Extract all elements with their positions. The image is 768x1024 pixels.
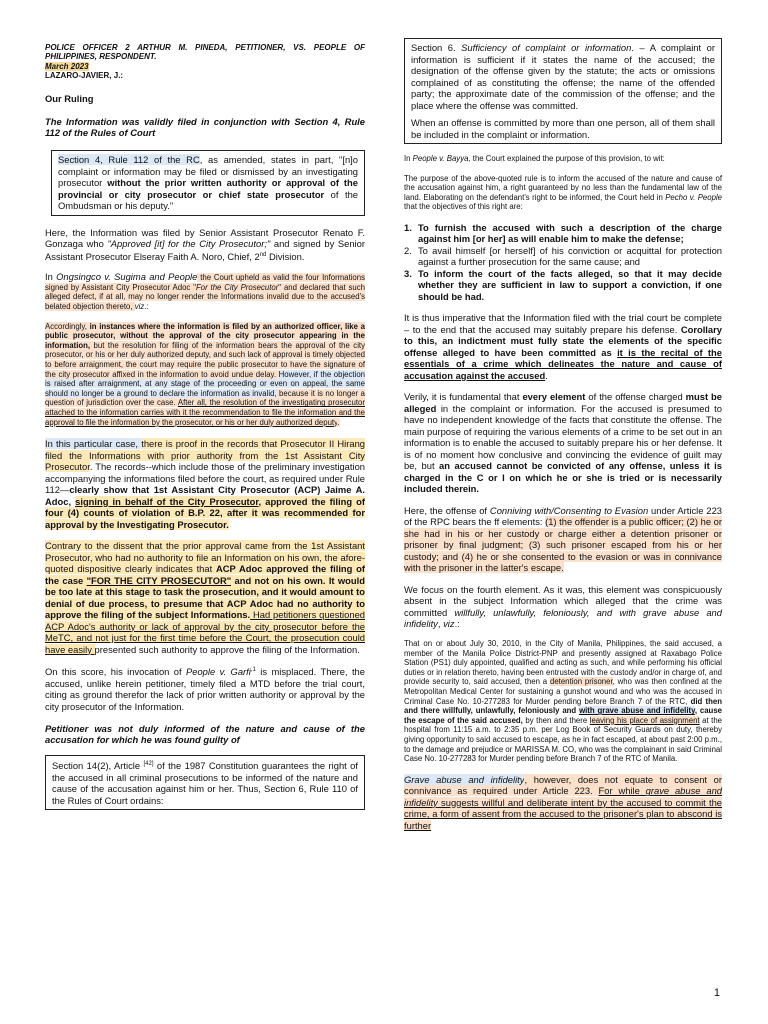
para-purpose xyxy=(404,174,722,212)
contrary-too-late: and not on his own. It would be too late at this stage to task the prosecution, and it would amount to denial of due process, to presume that ACP Adoc had no authority to approve the filing of the subject Informations. xyxy=(45,574,365,621)
filed-text: Here, the Information was filed by Senior Assistant Prosecutor Renato F. Gonzaga who xyxy=(45,226,365,250)
section-6-text: . – A complaint or information is sufficient if it states the name of the accused; the designation of the offense given by the statute; the acts or omissions complained of as constituting the offense; the name of the offended party; the approximate date of the commission of the offense; and the place where the offense was committed. xyxy=(411,42,715,111)
list-item-text: To inform the court of the facts alleged, so that it may decide whether they are sufficient in law to support a conviction, if one should be had. xyxy=(418,267,722,302)
accordingly-however: However, if the objection is raised after arraignment, at any stage of the proceeding or even on appeal, the same should no longer be a ground to declare the information as invalid, xyxy=(45,369,365,398)
accordingly-jurisdiction: because it is no longer a question of jurisdiction over the case. xyxy=(45,388,366,408)
para-particular-case xyxy=(45,438,365,530)
list-item xyxy=(404,245,722,268)
verily-text: Verily, it is fundamental that xyxy=(404,391,523,403)
info-text-2: , who was then confined at the Metropolitan Medical Center for sustaining a gunshot wound and who was the accused in Criminal Case No. 10-277283 for Murder pending before Branch 7 of the RTC, xyxy=(404,677,722,706)
contrary-text: Contrary to the dissent that the prior approval came from the 1st Assistant Prosecutor, who had no authority to file an Information on his own, the afore-quoted dispositive clearly indicates that xyxy=(45,540,365,575)
focus-viz: viz xyxy=(443,618,455,630)
para-imperative xyxy=(404,312,722,381)
imperative-text: It is thus imperative that the Information filed with the trial court be complete – to the end that the accused may suitably prepare his defense. xyxy=(404,312,722,335)
focus-italic: willfully, unlawfully, feloniously, and with grave abuse and infidelity xyxy=(404,606,722,630)
section-6-title: Section 6. xyxy=(411,42,462,53)
filed-text-3: Division. xyxy=(266,250,305,262)
section-6-italic: Sufficiency of complaint or information xyxy=(461,42,632,53)
para-garfi xyxy=(45,665,365,712)
case-caption xyxy=(45,43,365,81)
grave-end: suggests willful and deliberate intent by the accused to commit the crime, a form of assent from the accused to the prisoner's plan to abscond is further xyxy=(404,796,722,831)
particular-proof: there is proof in the records that Prosecutor II Hirang filed the Informations with prior authority from the 1st Assistant City Prosecutor xyxy=(45,438,365,473)
grave-text: , however, does not equate to consent or connivance as required under Article 223. xyxy=(404,773,722,797)
particular-clearly: clearly show that 1st Assistant City Prosecutor (ACP) Jaime A. Adoc, xyxy=(45,484,365,507)
filed-text-2: and signed by Senior Assistant Prosecutor Elseray Faith A. Noro, Chief, 2 xyxy=(45,238,365,262)
para-information-text xyxy=(404,639,722,764)
verily-text-3: in the complaint or information. For the accused is presumed to have no independent knowledge of the facts that constitute the offense. The main purpose of requiring the various elements of a crime to be set out in an information is to enable the accused to suitably prepare his or her defense. It is of no moment how conclusive and convincing the evidence of guilt may be, but xyxy=(404,402,722,472)
verily-text-2: of the offense charged xyxy=(585,391,686,403)
ruling-heading: Our Ruling xyxy=(45,92,94,104)
garfi-sup: ,1 xyxy=(250,667,256,674)
list-item-number: 1. xyxy=(404,221,412,233)
verily-conclusion: an accused cannot be convicted of any offense, unless it is charged in the C or I on which he or she is tried or is necessarily included therein. xyxy=(404,460,722,495)
list-item-number: 2. xyxy=(404,244,412,256)
bayya-case: People v. Bayya, xyxy=(412,154,471,163)
info-cause-escape: , cause the escape of the said accused, xyxy=(404,706,722,725)
para-accordingly xyxy=(45,322,365,428)
section-6-box xyxy=(404,38,722,144)
here-elements: (1) the offender is a public officer; (2) he or she had in his or her custody or charge either a detention prisoner or prisoner by final judgment; (3) such prisoner escaped from his or her custody; and (4) he or she consented to the evasion or was in connivance with the prisoner in the latter's escape. xyxy=(404,516,722,574)
bayya-in: In xyxy=(404,154,413,163)
constitution-sup: [42] xyxy=(143,761,154,768)
accordingly-after-all: After all, the resolution of the investigating prosecutor attached to the information carries with it the recommendation to file the information and the approval to file the information by the prosecutor, or his or her duly authorized deputy xyxy=(45,398,365,427)
particular-records: . The records--which include those of the preliminary investigation accompanying the informations filed before the court, as required under Rule 112— xyxy=(45,461,365,496)
info-text-3: by then and there xyxy=(522,715,590,725)
para-here-offense xyxy=(404,505,722,574)
list-item xyxy=(404,222,722,245)
info-grave-abuse: with grave abuse and infidelity xyxy=(579,706,695,716)
garfi-text: is misplaced. There, the accused, unlike herein petitioner, timely filed a MTD before the trial court, citing as ground therefor the lack of prior written authority or approval by the city prosecutor of the Information. xyxy=(45,666,365,712)
section-6-text-2: When an offense is committed by more than one person, all of them shall be included in the complaint or information. xyxy=(411,117,715,140)
list-item-text: To furnish the accused with such a description of the charge against him [or her] as will enable him to make the defense; xyxy=(418,221,722,245)
ongsingco-end: .: xyxy=(144,302,149,312)
garfi-case: People v. Garfi xyxy=(185,666,251,678)
filed-sup: nd xyxy=(259,251,267,258)
ongsingco-in: In xyxy=(45,271,57,283)
contrary-for-city: "FOR THE CITY PROSECUTOR" xyxy=(86,574,232,586)
objectives-list xyxy=(404,222,722,303)
info-text-4: at the hospital from 11:15 a.m. to 2:35 p.m. per Log Book of Security Guards on duty, thereby giving opportunity to said accused to escape, as he in fact escaped, at about past 2:00 p.m., to the damage and prejudice or MARISSA M. CO, who was the complainant in said Criminal Case No. 10-277283 for Murder pending before Branch 7 of the RTC of Manila. xyxy=(404,715,722,764)
case-parties: POLICE OFFICER 2 ARTHUR M. PINEDA, PETITIONER, VS. PEOPLE OF PHILIPPINES, RESPONDENT. xyxy=(45,43,365,62)
para-information-filed xyxy=(45,227,365,263)
accordingly-end: . xyxy=(337,417,340,427)
here-offense-name: Conniving with/Consenting to Evasion xyxy=(489,504,649,516)
contrary-had-questioned: Had petitioners questioned ACP Adoc's authority or lack of approval by the city prosecutor before the MeTC, and not just for the first time before the Court, the prosecution could have easily xyxy=(45,609,365,655)
info-leaving: leaving his place of assignment xyxy=(589,715,700,725)
verily-alleged: must be alleged xyxy=(404,391,722,414)
rule-112-box xyxy=(51,150,365,216)
info-text: That on or about July 30, 2010, in the City of Manila, Philippines, the said accused, a member of the Manila Police District-PNP and presently assigned at Raxabago Police Station (PS1) duly appointed, qualified and acting as such, and while performing his official duties or in relation thereto, having been entrusted with the custody and/or in charge of, and provide security to, said accused, then a xyxy=(404,638,722,687)
rule-112-end: of the Ombudsman or his deputy." xyxy=(58,188,358,212)
ponente: LAZARO-JAVIER, J.: xyxy=(45,71,124,81)
list-item-text: To avail himself [or herself] of his conviction or acquittal for protection against a further prosecution for the same cause; and xyxy=(418,244,722,268)
para-verily xyxy=(404,391,722,495)
ongsingco-viz: viz xyxy=(134,302,145,312)
imperative-end: . xyxy=(545,369,548,381)
ongsingco-quote: For the City Prosecutor xyxy=(195,282,279,292)
particular-lead: In this particular case, xyxy=(45,438,142,450)
grave-for-while: For while xyxy=(598,785,646,797)
right-column xyxy=(404,0,722,831)
purpose-case: Pecho v. People xyxy=(665,192,722,202)
accordingly-text: but the resolution for filing of the information bears the approval of the city prosecutor, or his or her duly authorized deputy, and such lack of approval is timely objected to before arraignment, the court may require the public prosecutor to have the signature of the city prosecutor affixed in the information to avoid undue delay. xyxy=(45,340,365,379)
list-item-number: 3. xyxy=(404,267,412,279)
para-focus xyxy=(404,584,722,630)
focus-comma: , xyxy=(437,618,444,630)
ongsingco-text-2: " and declared that such alleged defect, if at all, may no longer render the Informations invalid due to the accused's belated objection thereto, xyxy=(45,282,365,312)
decision-date: March 2023 xyxy=(45,61,89,71)
constitution-ref: Section 14(2), Article xyxy=(52,760,144,772)
accordingly-bold: in instances where the information is filed by an authorized officer, like a public prosecutor, without the approval of the city prosecutor appearing in the information, xyxy=(45,321,365,350)
particular-signing: signing in behalf of the City Prosecutor, xyxy=(75,495,262,507)
rule-112-emphasis: without the prior written authority or approval of the provincial or city prosecutor or chief state prosecutor xyxy=(58,177,358,200)
page-number: 1 xyxy=(713,987,720,999)
constitution-ref-2: of the 1987 Constitution xyxy=(153,760,259,772)
info-willfully: did then and there willfully, unlawfully, feloniously and xyxy=(404,696,722,716)
info-detention: detention prisoner xyxy=(549,677,613,687)
ongsingco-case: Ongsingco v. Sugima and People xyxy=(56,271,198,283)
left-column xyxy=(45,0,365,810)
contrary-end: presented such authority to approve the filing of the Information. xyxy=(94,643,360,655)
contrary-adoc: ACP Adoc approved the filing of the case xyxy=(45,563,365,586)
purpose-end: that the objectives of this right are: xyxy=(404,202,523,212)
rule-112-ref: Section 4, Rule 112 of the RC xyxy=(58,154,200,166)
focus-end: .: xyxy=(454,618,460,630)
imperative-recital: it is the recital of the essentials of a crime which delineates the nature and cause of accusation against the accused xyxy=(404,346,722,381)
para-grave-abuse xyxy=(404,774,722,832)
para-contrary xyxy=(45,540,365,655)
particular-approved: approved the filing of four (4) counts of violation of B.P. 22, after it was recommended for approval by the Investigating Prosecutor. xyxy=(45,495,365,530)
grave-italic: grave abuse and infidelity xyxy=(404,785,722,808)
rule-112-text: , as amended, states in part, "[n]o complaint or information may be filed or dismissed by an investigating prosecutor xyxy=(58,154,358,189)
para-bayya xyxy=(404,154,722,164)
bayya-text: the Court explained the purpose of this provision, to wit: xyxy=(470,154,665,163)
section-heading-information-valid: The Information was validly filed in conjunction with Section 4, Rule 112 of the Rules of Court xyxy=(45,116,365,139)
grave-lead: Grave abuse and infidelity xyxy=(404,773,525,785)
list-item xyxy=(404,268,722,303)
section-heading-not-informed: Petitioner was not duly informed of the nature and cause of the accusation for which he was found guilty of xyxy=(45,723,365,746)
accordingly-lead: Accordingly, xyxy=(45,321,90,331)
para-ongsingco xyxy=(45,272,365,311)
here-lead: Here, the offense of xyxy=(404,504,490,516)
purpose-text: The purpose of the above-quoted rule is to inform the accused of the nature and cause of the accusation against him, a right guaranteed by no less than the fundamental law of the land. Elaborating on the defendant's right to be informed, the Court held in xyxy=(404,173,722,202)
garfi-lead: On this score, his invocation of xyxy=(45,666,186,678)
focus-text: We focus on the fourth element. As it was, this element was conspicuously absent in the subject Information which alleged that the crime was committed xyxy=(404,583,722,618)
imperative-corollary: Corollary to this, an indictment must fully state the elements of the specific offense alleged to have been committed as xyxy=(404,323,722,358)
ongsingco-text: the Court upheld as valid the four Informations signed by Assistant City Prosecutor Adoc " xyxy=(45,273,365,292)
filed-quote: "Approved [it] for the City Prosecutor;" xyxy=(107,238,271,250)
verily-every-element: every element xyxy=(522,391,586,403)
constitution-box xyxy=(45,755,365,810)
here-text: under Article 223 of the RPC bears the ff elements: xyxy=(404,504,722,528)
constitution-text: guarantees the right of the accused in all criminal prosecutions to be informed of the nature and cause of the accusation against him or her. Thus, Section 6, Rule 110 of the Rules of Court ordains: xyxy=(52,760,358,806)
